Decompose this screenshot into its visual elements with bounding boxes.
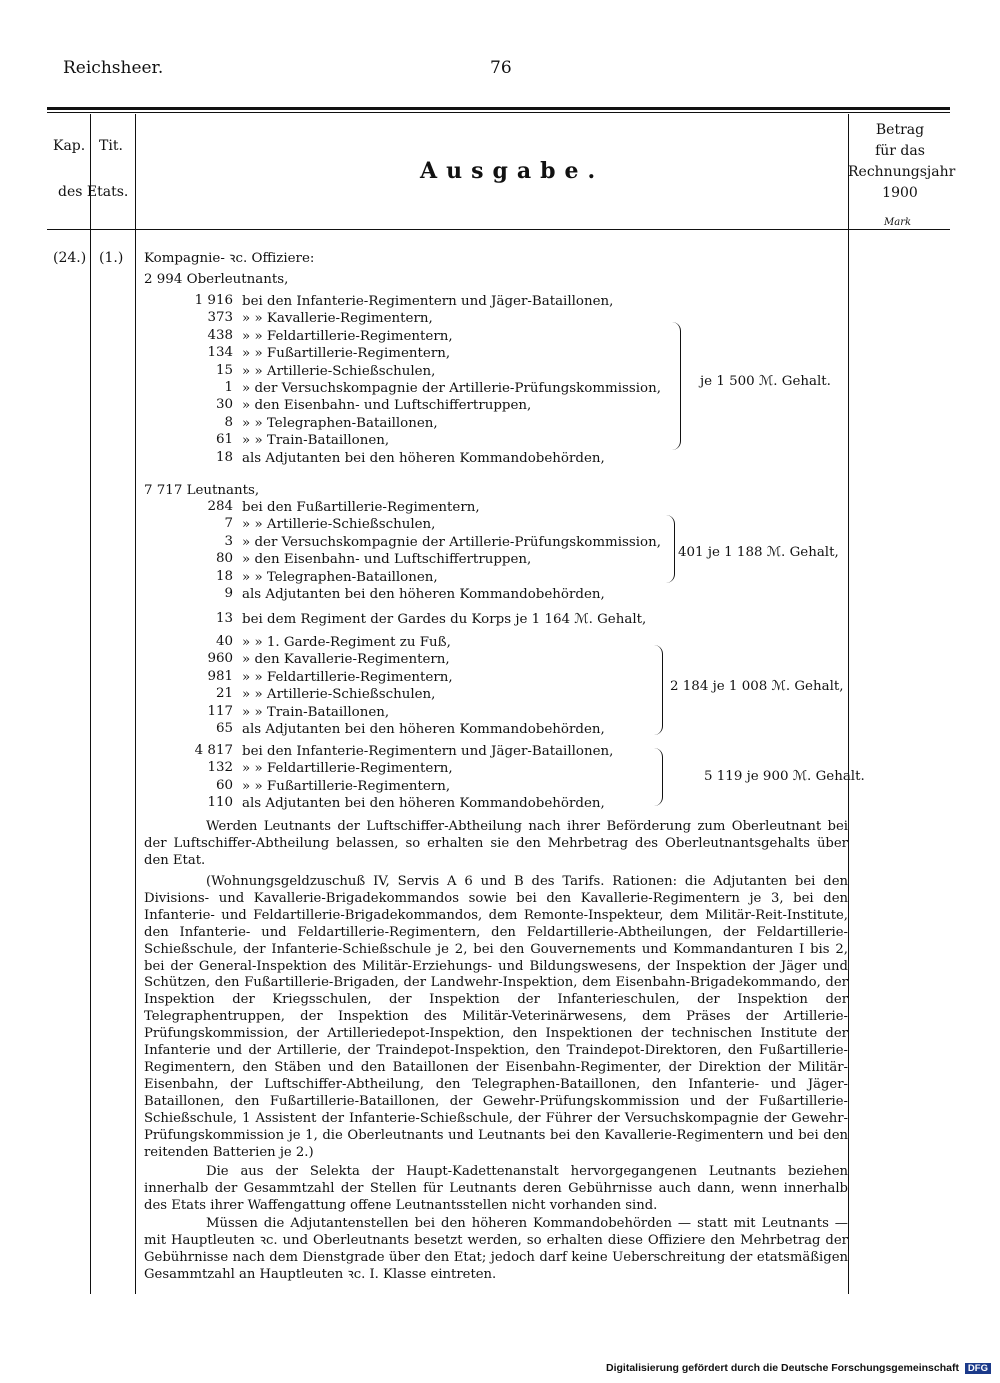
- row-count: 8: [224, 414, 233, 430]
- header-kap: Kap.: [53, 138, 86, 154]
- paragraph-rationen: (Wohnungsgeldzuschuß IV, Servis A 6 und B des Tarifs. Rationen: die Adjutanten bei den Divisions- und Kavallerie-Brigadekommandos sowie bei den Kavallerie-Regimentern je 3, bei den Infanterie- und Feldartillerie-Brigadekommandos, dem Remonte-Inspekteur, dem Militär-Reit-Institute, den Infanterie- und Feldartillerie-Regimentern, den Feldartillerie-Abtheilungen, der Feldartillerie-Schießschule, der Infanterie-Schießschule je 2, bei den Gouvernements und Kommandanturen I bis 2, bei der General-Inspektion des Militär-Erziehungs- und Bildungswesens, der Inspektion der Jäger und Schützen, den Fußartillerie-Brigaden, der Landwehr-Inspektion, dem Eisenbahn-Brigadekommando, der Inspektion der Kriegsschulen, der Inspektion der Infanterieschulen, der Inspektion der Telegraphentruppen, der Inspektion des Militär-Veterinärwesens, dem Präses der Artillerie-Prüfungskommission, der Artilleriedepot-Inspektion, den Inspektionen der technischen Institute der Infanterie und der Artillerie, der Traindepot-Inspektion, den Traindepot-Direktoren, den Fußartillerie-Regimentern, den Stäben und den Bataillonen der Eisenbahn-Regimenter, der Direktion der Militär-Eisenbahn, der Luftschiffer-Abtheilung, den Telegraphen-Bataillonen, den Infanterie- und Jäger-Bataillonen, den Fußartillerie-Bataillonen, der Gewehr-Prüfungskommission und der Fußartillerie-Schießschule, 1 Assistent der Infanterie-Schießschule, der Führer der Versuchskompagnie der Gewehr-Prüfungskommission je 1, die Oberleutnants und Leutnants bei den Kavallerie-Regimentern und bei den reitenden Batterien je 2.): [144, 874, 848, 1160]
- row-count: 438: [207, 327, 233, 343]
- row-count: 134: [207, 345, 233, 361]
- row-count: 61: [215, 432, 233, 448]
- row-count: 284: [207, 499, 233, 514]
- section-heading: Kompagnie- ꝛc. Offiziere:: [144, 251, 315, 266]
- row-text: » » Artillerie-Schießschulen,: [242, 517, 436, 533]
- column-divider-tit: [135, 114, 136, 1294]
- row-count: 981: [207, 668, 233, 684]
- row-text: » » Fußartillerie-Regimentern,: [242, 346, 451, 362]
- leutnants-group-3-pay: 5 119 je 900 ℳ. Gehalt.: [704, 769, 865, 784]
- paragraph-luftschiffer: Werden Leutnants der Luftschiffer-Abtheilung nach ihrer Beförderung zum Oberleutnant bei der Luftschiffer-Abtheilung belassen, so erhalten sie den Mehrbetrag des Oberleutnantsgehalts über den Etat.: [144, 819, 848, 868]
- garde-text: bei dem Regiment der Gardes du Korps je 1 164 ℳ. Gehalt,: [242, 612, 647, 627]
- row-text: bei den Fußartillerie-Regimentern,: [242, 500, 480, 515]
- row-text: als Adjutanten bei den höheren Kommandobehörden,: [242, 796, 605, 812]
- row-count: 65: [215, 721, 233, 736]
- row-text: als Adjutanten bei den höheren Kommandobehörden,: [242, 722, 605, 737]
- row-count: 960: [207, 651, 233, 667]
- row-text: » der Versuchskompagnie der Artillerie-Prüfungskommission,: [242, 534, 661, 550]
- leutnants-group-2-pay: 2 184 je 1 008 ℳ. Gehalt,: [670, 679, 844, 694]
- row-text: » » Artillerie-Schießschulen,: [242, 363, 436, 379]
- row-text: » » Feldartillerie-Regimentern,: [242, 669, 453, 685]
- brace: [654, 748, 663, 806]
- row-text: » » Telegraphen-Bataillonen,: [242, 569, 438, 585]
- column-divider-betrag: [848, 114, 849, 1294]
- row-text: » » Kavallerie-Regimentern,: [242, 311, 433, 327]
- leutnants-total: 7 717 Leutnants,: [144, 483, 260, 498]
- paragraph-adjutanten: Müssen die Adjutantenstellen bei den höheren Kommandobehörden — statt mit Leutnants — mit Hauptleuten ꝛc. und Oberleutnants besetzt werden, so erhalten diese Offiziere den Mehrbetrag der Gebührnisse nach dem Dienstgrade über den Etat; jedoch darf keine Ueberschreitung der etatsmäßigen Gesammtzahl an Hauptleuten ꝛc. I. Klasse eintreten.: [144, 1216, 848, 1282]
- brace: [654, 645, 663, 735]
- footer-credit: [606, 1362, 991, 1374]
- row-count: 18: [215, 449, 233, 465]
- row-tit: (1.): [99, 250, 124, 266]
- footer-text: Digitalisierung gefördert durch die Deutsche Forschungsgemeinschaft: [606, 1362, 959, 1374]
- betrag-line: Rechnungsjahr: [848, 164, 956, 180]
- row-count: 4 817: [194, 743, 233, 758]
- row-count: 117: [207, 703, 233, 719]
- brace: [672, 322, 681, 450]
- oberleutnants-pay: je 1 500 ℳ. Gehalt.: [700, 374, 831, 389]
- header-rule: [47, 229, 950, 230]
- row-text: » » 1. Garde-Regiment zu Fuß,: [242, 635, 451, 650]
- row-text: als Adjutanten bei den höheren Kommandobehörden,: [242, 587, 605, 602]
- row-count: 30: [215, 397, 233, 413]
- garde-count: 13: [215, 611, 233, 626]
- row-text: » » Train-Bataillonen,: [242, 433, 390, 449]
- row-text: » den Kavallerie-Regimentern,: [242, 652, 450, 668]
- row-count: 80: [215, 551, 233, 567]
- header-des-etats: des Etats.: [58, 184, 129, 200]
- row-text: bei den Infanterie-Regimentern und Jäger-Bataillonen,: [242, 744, 614, 759]
- row-text: » den Eisenbahn- und Luftschiffertruppen,: [242, 552, 532, 568]
- column-divider-kap: [90, 114, 91, 1294]
- dfg-logo: DFG: [965, 1363, 991, 1374]
- row-text: » » Telegraphen-Bataillonen,: [242, 415, 438, 431]
- row-count: 9: [224, 586, 233, 601]
- header-unit: Mark: [884, 217, 912, 228]
- row-kap: (24.): [53, 250, 87, 266]
- row-count: 60: [215, 777, 233, 793]
- row-text: » » Train-Bataillonen,: [242, 704, 390, 720]
- row-text: » » Feldartillerie-Regimentern,: [242, 328, 453, 344]
- row-text: » » Artillerie-Schießschulen,: [242, 687, 436, 703]
- row-text: » » Feldartillerie-Regimentern,: [242, 761, 453, 777]
- header-tit: Tit.: [99, 138, 123, 154]
- running-head-section: Reichsheer.: [63, 58, 164, 78]
- row-count: 7: [224, 516, 233, 532]
- leutnants-group-1-pay: 401 je 1 188 ℳ. Gehalt,: [678, 545, 839, 560]
- row-count: 1 916: [194, 293, 233, 308]
- row-count: 3: [224, 533, 233, 549]
- row-count: 373: [207, 310, 233, 326]
- page-title: Ausgabe.: [420, 158, 605, 184]
- betrag-line: Betrag: [875, 122, 925, 138]
- row-count: 15: [215, 362, 233, 378]
- top-rule: [47, 107, 950, 110]
- page-number: 76: [490, 58, 512, 78]
- top-rule-thin: [47, 112, 950, 113]
- betrag-line: für das: [875, 143, 925, 159]
- row-text: bei den Infanterie-Regimentern und Jäger-Bataillonen,: [242, 294, 614, 309]
- row-count: 18: [215, 568, 233, 584]
- row-count: 110: [207, 795, 233, 811]
- row-count: 40: [215, 634, 233, 649]
- betrag-line: 1900: [882, 185, 918, 201]
- row-count: 21: [215, 686, 233, 702]
- row-text: als Adjutanten bei den höheren Kommandobehörden,: [242, 450, 605, 466]
- oberleutnants-total: 2 994 Oberleutnants,: [144, 272, 289, 287]
- paragraph-selekta: Die aus der Selekta der Haupt-Kadettenanstalt hervorgegangenen Leutnants beziehen innerhalb der Gesammtzahl der Stellen für Leutnants deren Gebührnisse auch dann, wenn innerhalb des Etats ihrer Waffengattung offene Leutnantsstellen nicht vorhanden sind.: [144, 1164, 848, 1213]
- header-betrag: [848, 120, 956, 204]
- row-text: » den Eisenbahn- und Luftschiffertruppen,: [242, 398, 532, 414]
- row-count: 132: [207, 760, 233, 776]
- row-text: » » Fußartillerie-Regimentern,: [242, 778, 451, 794]
- row-count: 1: [224, 380, 233, 395]
- row-text: » der Versuchskompagnie der Artillerie-Prüfungskommission,: [242, 381, 661, 396]
- brace: [666, 515, 675, 583]
